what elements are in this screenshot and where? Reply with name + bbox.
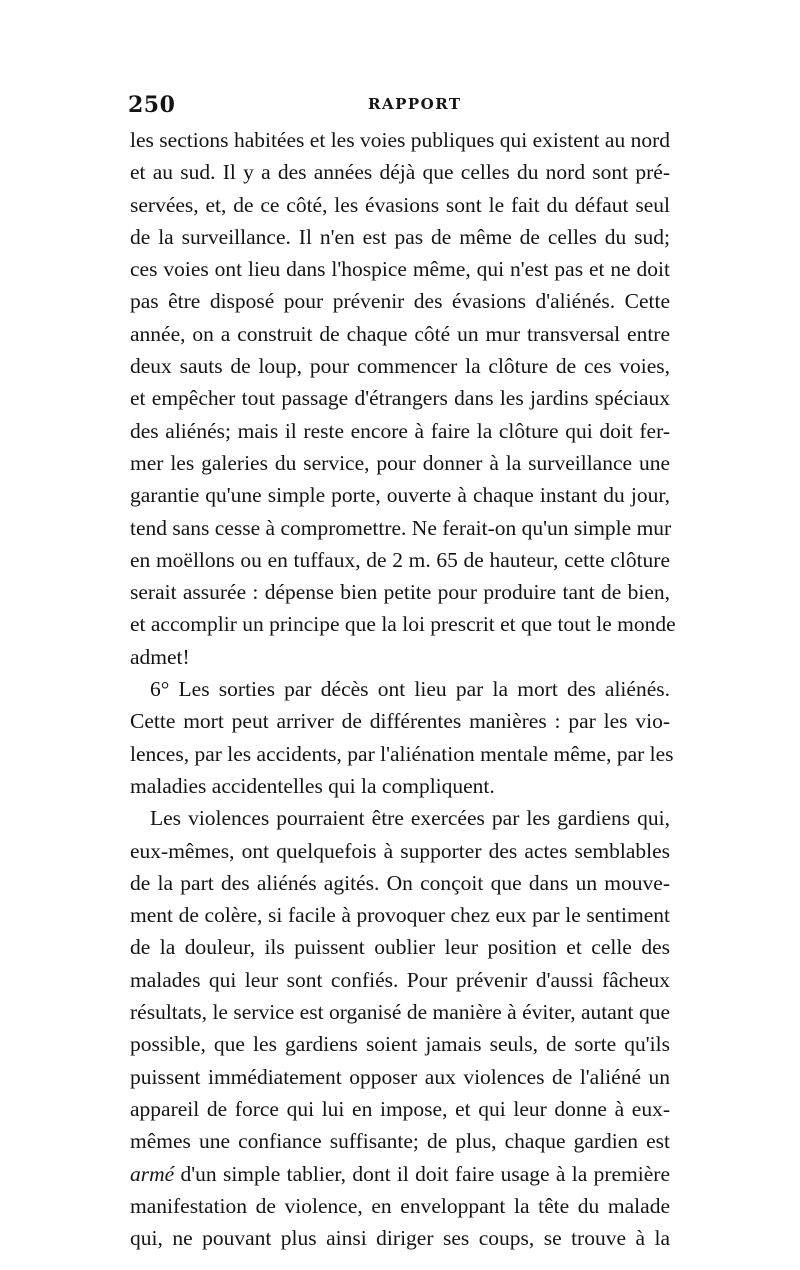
- text-line: et empêcher tout passage d'étrangers dans les jardins spéciaux: [130, 386, 670, 411]
- text-line: ces voies ont lieu dans l'hospice même, qui n'est pas et ne doit: [130, 257, 670, 282]
- text-line: puissent immédiatement opposer aux violences de l'aliéné un: [130, 1064, 670, 1089]
- text-line: manifestation de violence, en enveloppant la tête du malade: [130, 1193, 670, 1218]
- text-line: pas être disposé pour prévenir des évasions d'aliénés. Cette: [130, 289, 670, 314]
- text-line: année, on a construit de chaque côté un mur transversal entre: [130, 321, 670, 346]
- page-number: 250: [128, 92, 176, 118]
- text-line: 6° Les sorties par décès ont lieu par la mort des aliénés.: [150, 677, 670, 702]
- text-line: et au sud. Il y a des années déjà que celles du nord sont pré-: [130, 160, 670, 185]
- text-line: Les violences pourraient être exercées par les gardiens qui,: [150, 806, 670, 831]
- text-line: de la part des aliénés agités. On conçoit que dans un mouve-: [130, 870, 670, 895]
- text-line: et accomplir un principe que la loi prescrit et que tout le monde: [130, 612, 676, 637]
- text-line: appareil de force qui lui en impose, et qui leur donne à eux-: [130, 1096, 670, 1121]
- text-line: mêmes une confiance suffisante; de plus, chaque gardien est: [130, 1129, 670, 1154]
- text-line: malades qui leur sont confiés. Pour prévenir d'aussi fâcheux: [130, 967, 670, 992]
- text-line: de la douleur, ils puissent oublier leur position et celle des: [130, 935, 670, 960]
- text-line: qui, ne pouvant plus ainsi diriger ses coups, se trouve à la: [130, 1226, 670, 1251]
- text-line: tend sans cesse à compromettre. Ne ferait-on qu'un simple mur: [130, 515, 672, 540]
- text-line: maladies accidentelles qui la compliquent.: [130, 773, 495, 798]
- text-line: serait assurée : dépense bien petite pour produire tant de bien,: [130, 580, 670, 605]
- text-line-armed: [130, 1158, 670, 1190]
- text-line: résultats, le service est organisé de manière à éviter, autant que: [130, 1000, 670, 1025]
- text-line: en moëllons ou en tuffaux, de 2 m. 65 de hauteur, cette clôture: [130, 547, 670, 572]
- text-line: lences, par les accidents, par l'aliénation mentale même, par les: [130, 741, 674, 766]
- text-line: mer les galeries du service, pour donner à la surveillance une: [130, 450, 670, 475]
- text-line: les sections habitées et les voies publiques qui existent au nord: [130, 128, 670, 152]
- page-header: [128, 92, 674, 122]
- paragraph-3: [130, 802, 670, 1254]
- body-text: [130, 124, 676, 1254]
- paragraph-1: [130, 124, 676, 673]
- text-line: admet!: [130, 644, 190, 669]
- italic-word: armé: [130, 1161, 175, 1186]
- text-line: eux-mêmes, ont quelquefois à supporter des actes semblables: [130, 838, 670, 863]
- running-head: RAPPORT: [368, 95, 462, 113]
- text-line: des aliénés; mais il reste encore à faire la clôture qui doit fer-: [130, 418, 670, 443]
- text-line: de la surveillance. Il n'en est pas de même de celles du sud;: [130, 224, 670, 249]
- text-line: possible, que les gardiens soient jamais seuls, de sorte qu'ils: [130, 1032, 670, 1057]
- paragraph-2: [130, 673, 674, 802]
- text-line: garantie qu'une simple porte, ouverte à chaque instant du jour,: [130, 483, 670, 508]
- text-line: servées, et, de ce côté, les évasions sont le fait du défaut seul: [130, 192, 670, 217]
- text-fragment: d'un simple tablier, dont il doit faire usage à la première: [174, 1161, 670, 1186]
- text-line: Cette mort peut arriver de différentes manières : par les vio-: [130, 709, 670, 734]
- text-line: deux sauts de loup, pour commencer la clôture de ces voies,: [130, 354, 670, 379]
- text-line: ment de colère, si facile à provoquer chez eux par le sentiment: [130, 903, 670, 928]
